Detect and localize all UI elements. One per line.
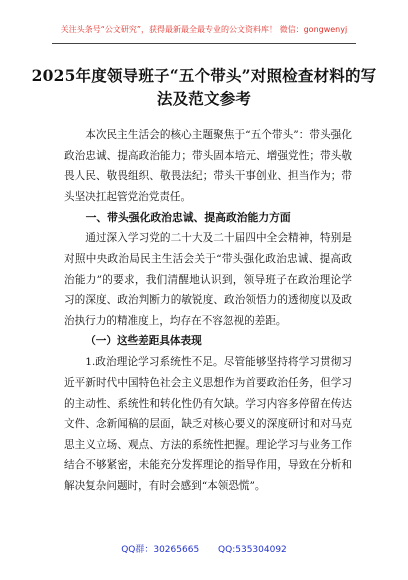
- intro-paragraph: 本次民主生活会的核心主题聚焦于“五个带头”：带头强化政治忠诚、提高政治能力；带头固本培元、增强党性；带头敬畏人民、敬畏组织、敬畏法纪；带头干事创业、担当作为；带头坚决扛起管党治党责任。: [64, 129, 352, 203]
- document-body: [64, 125, 352, 497]
- qq-contact-text: QQ:535304092: [218, 545, 287, 555]
- section-paragraph: 通过深入学习党的二十大及二十届四中全会精神，特别是对照中央政治局民主生活会关于“带头强化政治忠诚、提高政治能力”的要求，我们清醒地认识到，领导班子在政治理论学习的深度、政治判断力的敏锐度、政治领悟力的透彻度以及政治执行力的精准度上，均存在不容忽视的差距。: [64, 232, 352, 327]
- qq-group-text: QQ群：30265665: [121, 545, 200, 555]
- subsection-heading: （一）这些差距具体表现: [85, 335, 202, 348]
- document-title: 2025年度领导班子“五个带头”对照检查材料的写法及范文参考: [31, 66, 377, 108]
- promo-banner: 关注头条号“公文研究”，获得最新最全最专业的公文资料库！ 微信：gongwenyj: [60, 25, 348, 34]
- subsection-paragraph: 1.政治理论学习系统性不足。尽管能够坚持将学习贯彻习近平新时代中国特色社会主义思想作为首要政治任务，但学习的主动性、系统性和转化性仍有欠缺。学习内容多停留在传达文件、念新闻稿的层面，缺乏对核心要义的深度研讨和对马克思主义立场、观点、方法的系统性把握。理论学习与业务工作结合不够紧密，未能充分发挥理论的指导作用，导致在分析和解决复杂问题时，有时会感到“本领恐慌”。: [64, 356, 352, 492]
- header-divider: [52, 43, 356, 44]
- contact-footer: [0, 542, 408, 555]
- section-heading: 一、带头强化政治忠诚、提高政治能力方面: [85, 211, 291, 225]
